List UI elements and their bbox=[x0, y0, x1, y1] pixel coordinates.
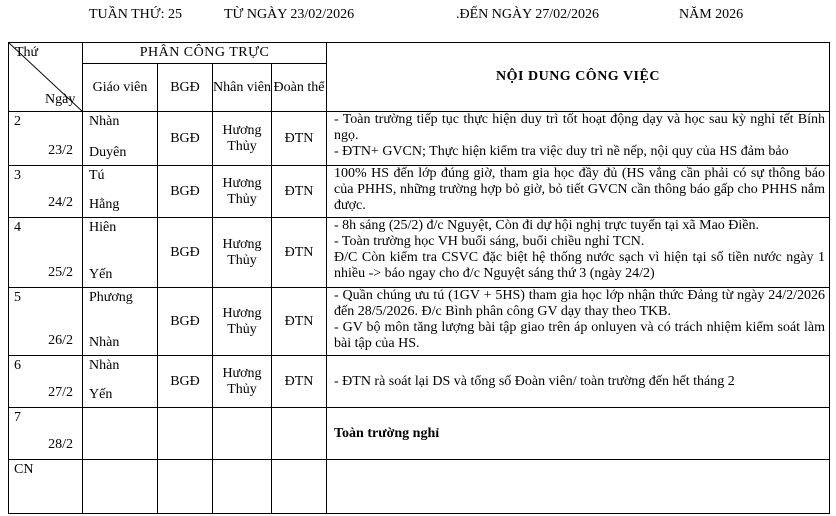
day-date: 25/2 bbox=[48, 265, 73, 280]
content-line: - Toàn trường học VH buổi sáng, buổi chiều nghỉ TCN. bbox=[334, 234, 645, 249]
week-number: TUẦN THỨ: 25 bbox=[89, 7, 183, 22]
teacher-1: Nhàn bbox=[89, 358, 120, 373]
teacher-2: Yến bbox=[89, 267, 113, 282]
bgd-cell: BGĐ bbox=[158, 166, 213, 218]
day-date: 28/2 bbox=[48, 437, 73, 452]
staff-cell: Hương Thủy bbox=[213, 288, 272, 356]
teacher-cell bbox=[83, 288, 158, 356]
content-cell bbox=[327, 288, 830, 356]
date-to: .ĐẾN NGÀY 27/02/2026 bbox=[456, 7, 599, 22]
content-line: Đ/C Còn kiểm tra CSVC đặc biệt hệ thống nước sạch vì hiện tại số tiền nước ngày 1 nhiều -> báo ngay cho đ/c Nguyệt sáng thứ 3 (ngày 24/2) bbox=[334, 250, 825, 281]
day-number: CN bbox=[14, 462, 34, 477]
teacher-cell bbox=[83, 166, 158, 218]
teacher-2: Yến bbox=[89, 387, 113, 402]
phan-cong-header: PHÂN CÔNG TRỰC bbox=[83, 43, 327, 64]
nhan-vien-header: Nhân viên bbox=[213, 64, 272, 112]
duty-schedule-table bbox=[8, 42, 830, 514]
content-cell bbox=[327, 408, 830, 460]
content-line: - ĐTN+ GVCN; Thực hiện kiểm tra việc duy trì nề nếp, nội quy của HS đảm bảo bbox=[334, 144, 789, 159]
content-line: - ĐTN rà soát lại DS và tổng số Đoàn viên/ toàn trường đến hết tháng 2 bbox=[334, 373, 735, 389]
teacher-cell bbox=[83, 218, 158, 288]
union-cell: ĐTN bbox=[272, 356, 327, 408]
union-cell: ĐTN bbox=[272, 166, 327, 218]
content-line: - Toàn trường tiếp tục thực hiện duy trì tốt hoạt động dạy và học sau kỳ nghỉ tết Bính ngọ. bbox=[334, 112, 825, 143]
teacher-2: Hằng bbox=[89, 197, 120, 212]
table-row bbox=[9, 460, 830, 514]
thu-ngay-header bbox=[9, 43, 83, 112]
teacher-1: Tú bbox=[89, 168, 105, 183]
day-date: 24/2 bbox=[48, 195, 73, 210]
staff-cell: Hương Thủy bbox=[213, 356, 272, 408]
table-row bbox=[9, 218, 830, 288]
staff-cell bbox=[213, 460, 272, 514]
teacher-2: Duyên bbox=[89, 145, 127, 160]
staff-cell: Hương Thủy bbox=[213, 112, 272, 166]
union-cell bbox=[272, 460, 327, 514]
teacher-1: Hiên bbox=[89, 220, 117, 235]
staff-cell: Hương Thủy bbox=[213, 218, 272, 288]
table-row bbox=[9, 112, 830, 166]
teacher-cell bbox=[83, 460, 158, 514]
content-cell bbox=[327, 218, 830, 288]
day-cell bbox=[9, 408, 83, 460]
teacher-2: Nhàn bbox=[89, 335, 120, 350]
teacher-1: Phương bbox=[89, 290, 133, 305]
day-cell bbox=[9, 218, 83, 288]
bgd-cell bbox=[158, 408, 213, 460]
teacher-cell bbox=[83, 408, 158, 460]
content-cell bbox=[327, 460, 830, 514]
content-cell bbox=[327, 166, 830, 218]
bgd-cell: BGĐ bbox=[158, 218, 213, 288]
content-line: - Quần chúng ưu tú (1GV + 5HS) tham gia học lớp nhận thức Đảng từ ngày 24/2/2026 đến 28/5/2026. Đ/c Bình phân công GV dạy thay theo TKB. bbox=[334, 288, 825, 319]
content-line: 100% HS đến lớp đúng giờ, tham gia học đầy đủ (HS vắng cần phải có sự thông báo của PHHS, những trường hợp bỏ giờ, bỏ tiết GVCN cần thông báo gấp cho PHHS nắm được. bbox=[334, 166, 825, 213]
giao-vien-header: Giáo viên bbox=[83, 64, 158, 112]
union-cell bbox=[272, 408, 327, 460]
day-cell bbox=[9, 166, 83, 218]
year: NĂM 2026 bbox=[679, 7, 744, 22]
day-date: 27/2 bbox=[48, 385, 73, 400]
bgd-cell bbox=[158, 460, 213, 514]
day-number: 2 bbox=[14, 114, 21, 129]
union-cell: ĐTN bbox=[272, 218, 327, 288]
day-cell bbox=[9, 112, 83, 166]
content-cell bbox=[327, 356, 830, 408]
staff-cell: Hương Thủy bbox=[213, 166, 272, 218]
content-line: Toàn trường nghỉ bbox=[334, 425, 440, 441]
day-cell bbox=[9, 288, 83, 356]
day-number: 6 bbox=[14, 358, 21, 373]
table-row bbox=[9, 408, 830, 460]
day-number: 4 bbox=[14, 220, 21, 235]
union-cell: ĐTN bbox=[272, 288, 327, 356]
content-cell bbox=[327, 112, 830, 166]
schedule-header bbox=[0, 0, 836, 40]
content-line: - GV bộ môn tăng lượng bài tập giao trên áp onluyen và có trách nhiệm kiểm soát làm bài tập của HS. bbox=[334, 320, 825, 351]
noi-dung-header: NỘI DUNG CÔNG VIỆC bbox=[327, 43, 830, 112]
thu-label: Thứ bbox=[15, 45, 39, 60]
table-row bbox=[9, 166, 830, 218]
doan-the-header: Đoàn thể bbox=[272, 64, 327, 112]
teacher-cell bbox=[83, 112, 158, 166]
day-cell bbox=[9, 356, 83, 408]
bgd-cell: BGĐ bbox=[158, 288, 213, 356]
day-date: 26/2 bbox=[48, 333, 73, 348]
day-cell bbox=[9, 460, 83, 514]
bgd-cell: BGĐ bbox=[158, 112, 213, 166]
table-row bbox=[9, 288, 830, 356]
ngay-label: Ngày bbox=[45, 92, 76, 107]
day-number: 7 bbox=[14, 410, 21, 425]
day-number: 5 bbox=[14, 290, 21, 305]
union-cell: ĐTN bbox=[272, 112, 327, 166]
staff-cell bbox=[213, 408, 272, 460]
content-line: - 8h sáng (25/2) đ/c Nguyệt, Còn đi dự hội nghị trực tuyến tại xã Mao Điền. bbox=[334, 218, 759, 233]
teacher-cell bbox=[83, 356, 158, 408]
table-row bbox=[9, 356, 830, 408]
teacher-1: Nhàn bbox=[89, 114, 120, 129]
day-date: 23/2 bbox=[48, 143, 73, 158]
bgd-cell: BGĐ bbox=[158, 356, 213, 408]
date-from: TỪ NGÀY 23/02/2026 bbox=[224, 7, 355, 22]
bgd-header: BGĐ bbox=[158, 64, 213, 112]
day-number: 3 bbox=[14, 168, 21, 183]
